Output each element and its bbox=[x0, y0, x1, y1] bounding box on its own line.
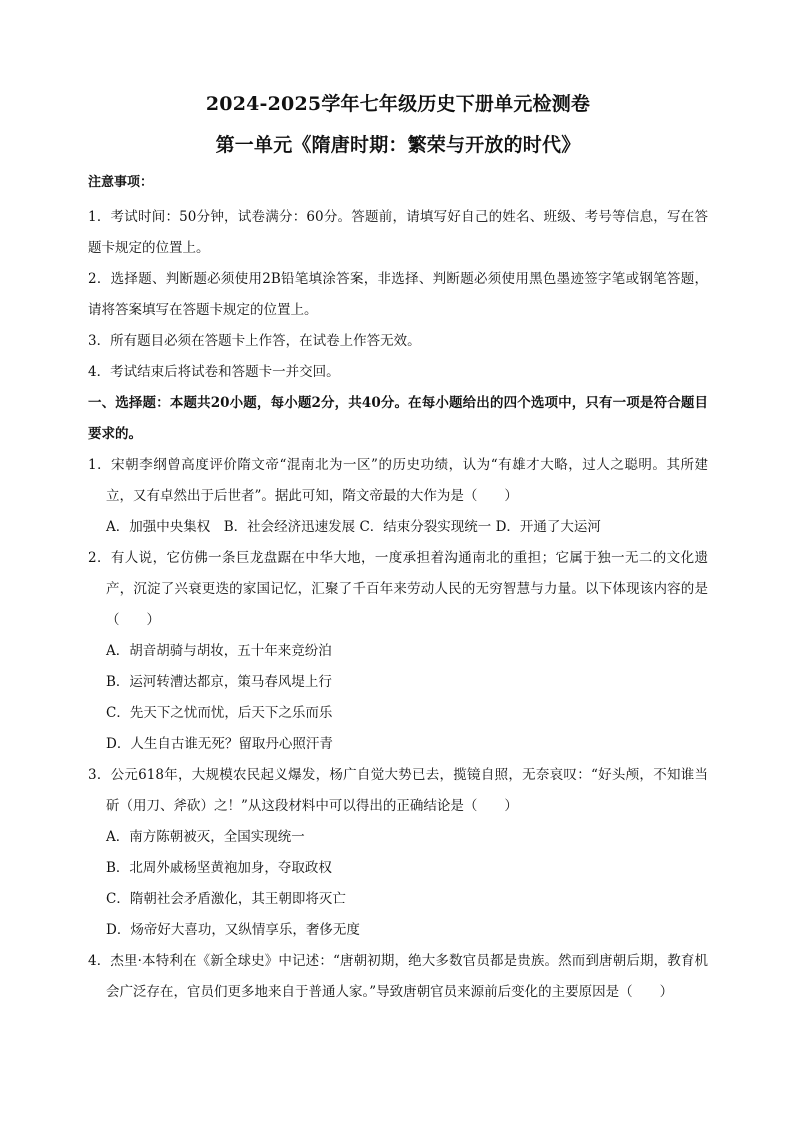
section-heading: 一、选择题：本题共20小题，每小题2分，共40分。在每小题给出的四个选项中，只有一项是符合题目要求的。 bbox=[88, 395, 708, 442]
question-stem: 1．宋朝李纲曾高度评价隋文帝“混南北为一区”的历史功绩，认为“有雄才大略，过人之聪明。其所建立，又有卓然出于后世者”。据此可知，隋文帝最的大作为是（ ） bbox=[88, 457, 708, 504]
option-b: B．北周外戚杨坚黄袍加身，夺取政权 bbox=[106, 860, 332, 876]
question-2 bbox=[88, 543, 708, 760]
question-stem: 4．杰里·本特利在《新全球史》中记述：“唐朝初期，绝大多数官员都是贵族。然而到唐朝后期，教育机会广泛存在，官员们更多地来自于普通人家。”导致唐朝官员来源前后变化的主要原因是（ ） bbox=[88, 953, 708, 1000]
unit-subtitle: 第一单元《隋唐时期：繁荣与开放的时代》 bbox=[215, 134, 581, 156]
question-1 bbox=[88, 450, 708, 543]
question-3 bbox=[88, 760, 708, 946]
question-stem: 3．公元618年，大规模农民起义爆发，杨广自觉大势已去，揽镜自照，无奈哀叹：“好头颅，不知谁当斫（用刀、斧砍）之！”从这段材料中可以得出的正确结论是（ ） bbox=[88, 767, 708, 814]
exam-title: 2024-2025学年七年级历史下册单元检测卷 bbox=[205, 93, 591, 115]
option-a: A．南方陈朝被灭，全国实现统一 bbox=[106, 829, 305, 845]
option-c: C．先天下之忧而忧，后天下之乐而乐 bbox=[106, 705, 333, 721]
option-c: C．隋朝社会矛盾激化，其王朝即将灭亡 bbox=[106, 891, 346, 907]
question-4 bbox=[88, 946, 708, 1008]
note-item-4: 4．考试结束后将试卷和答题卡一并交回。 bbox=[88, 364, 340, 380]
option-d: D．炀帝好大喜功，又纵情享乐，奢侈无度 bbox=[106, 922, 360, 938]
question-options: A．加强中央集权 B．社会经济迅速发展 C．结束分裂实现统一 D．开通了大运河 bbox=[106, 519, 601, 535]
option-d: D．人生自古谁无死？留取丹心照汗青 bbox=[106, 736, 333, 752]
note-item-2: 2．选择题、判断题必须使用2B铅笔填涂答案，非选择、判断题必须使用黑色墨迹签字笔或钢笔答题，请将答案填写在答题卡规定的位置上。 bbox=[88, 271, 708, 318]
option-a: A．胡音胡骑与胡妆，五十年来竞纷泊 bbox=[106, 643, 332, 659]
note-item-3: 3．所有题目必须在答题卡上作答，在试卷上作答无效。 bbox=[88, 333, 421, 349]
question-stem: 2．有人说，它仿佛一条巨龙盘踞在中华大地，一度承担着沟通南北的重担；它属于独一无二的文化遗产，沉淀了兴衰更迭的家国记忆，汇聚了千百年来劳动人民的无穷智慧与力量。以下体现该内容的是（ ） bbox=[88, 550, 708, 628]
notes-heading: 注意事项： bbox=[88, 175, 154, 190]
option-b: B．运河转漕达都京，策马春风堤上行 bbox=[106, 674, 332, 690]
note-item-1: 1．考试时间：50分钟，试卷满分：60分。答题前，请填写好自己的姓名、班级、考号等信息，写在答题卡规定的位置上。 bbox=[88, 209, 708, 256]
notes-block bbox=[88, 174, 708, 388]
